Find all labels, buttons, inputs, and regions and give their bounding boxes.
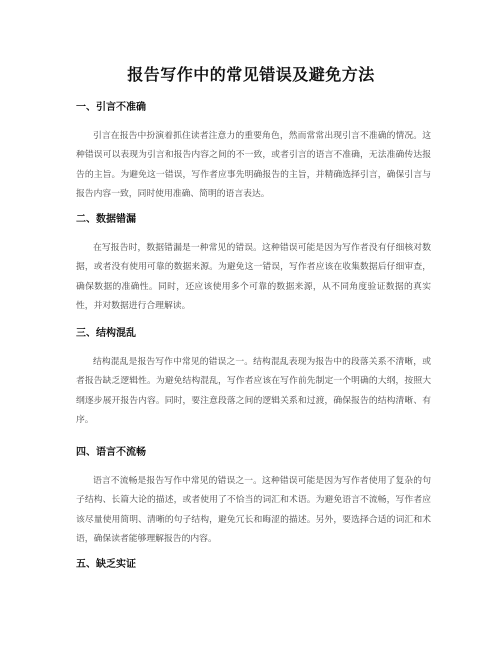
section-heading: 三、结构混乱 — [76, 328, 136, 339]
section-2 — [76, 213, 431, 316]
section-4 — [76, 446, 431, 549]
section-heading: 五、缺乏实证 — [76, 559, 136, 570]
section-body: 结构混乱是报告写作中常见的错误之一。结构混乱表现为报告中的段落关系不清晰，或者报告缺乏逻辑性。为避免结构混乱，写作者应该在写作前先制定一个明确的大纲，按照大纲逐步展开报告内容。同时，要注意段落之间的逻辑关系和过渡，确保报告的结构清晰、有序。 — [76, 357, 431, 425]
section-1 — [76, 101, 431, 204]
section-5 — [76, 558, 431, 584]
section-body: 语言不流畅是报告写作中常见的错误之一。这种错误可能是因为写作者使用了复杂的句子结构、长篇大论的描述，或者使用了不恰当的词汇和术语。为避免语言不流畅，写作者应该尽量使用简明、清晰的句子结构，避免冗长和晦涩的描述。另外，要选择合适的词汇和术语，确保读者能够理解报告的内容。 — [76, 476, 431, 544]
section-heading: 四、语言不流畅 — [76, 447, 146, 458]
section-body: 在写报告时，数据错漏是一种常见的错误。这种错误可能是因为写作者没有仔细核对数据，或者没有使用可靠的数据来源。为避免这一错误，写作者应该在收集数据后仔细审查，确保数据的准确性。同时，还应该使用多个可靠的数据来源，从不同角度验证数据的真实性，并对数据进行合理解读。 — [76, 243, 431, 311]
section-3 — [76, 327, 431, 430]
section-heading: 一、引言不准确 — [76, 102, 146, 113]
document-title: 报告写作中的常见错误及避免方法 — [127, 65, 375, 84]
section-body: 引言在报告中扮演着抓住读者注意力的重要角色，然而常常出现引言不准确的情况。这种错误可以表现为引言和报告内容之间的不一致，或者引言的语言不准确，无法准确传达报告的主旨。为避免这一错误，写作者应事先明确报告的主旨，并精确选择引言，确保引言与报告内容一致，同时使用准确、简明的语言表达。 — [76, 131, 431, 199]
section-heading: 二、数据错漏 — [76, 214, 136, 225]
